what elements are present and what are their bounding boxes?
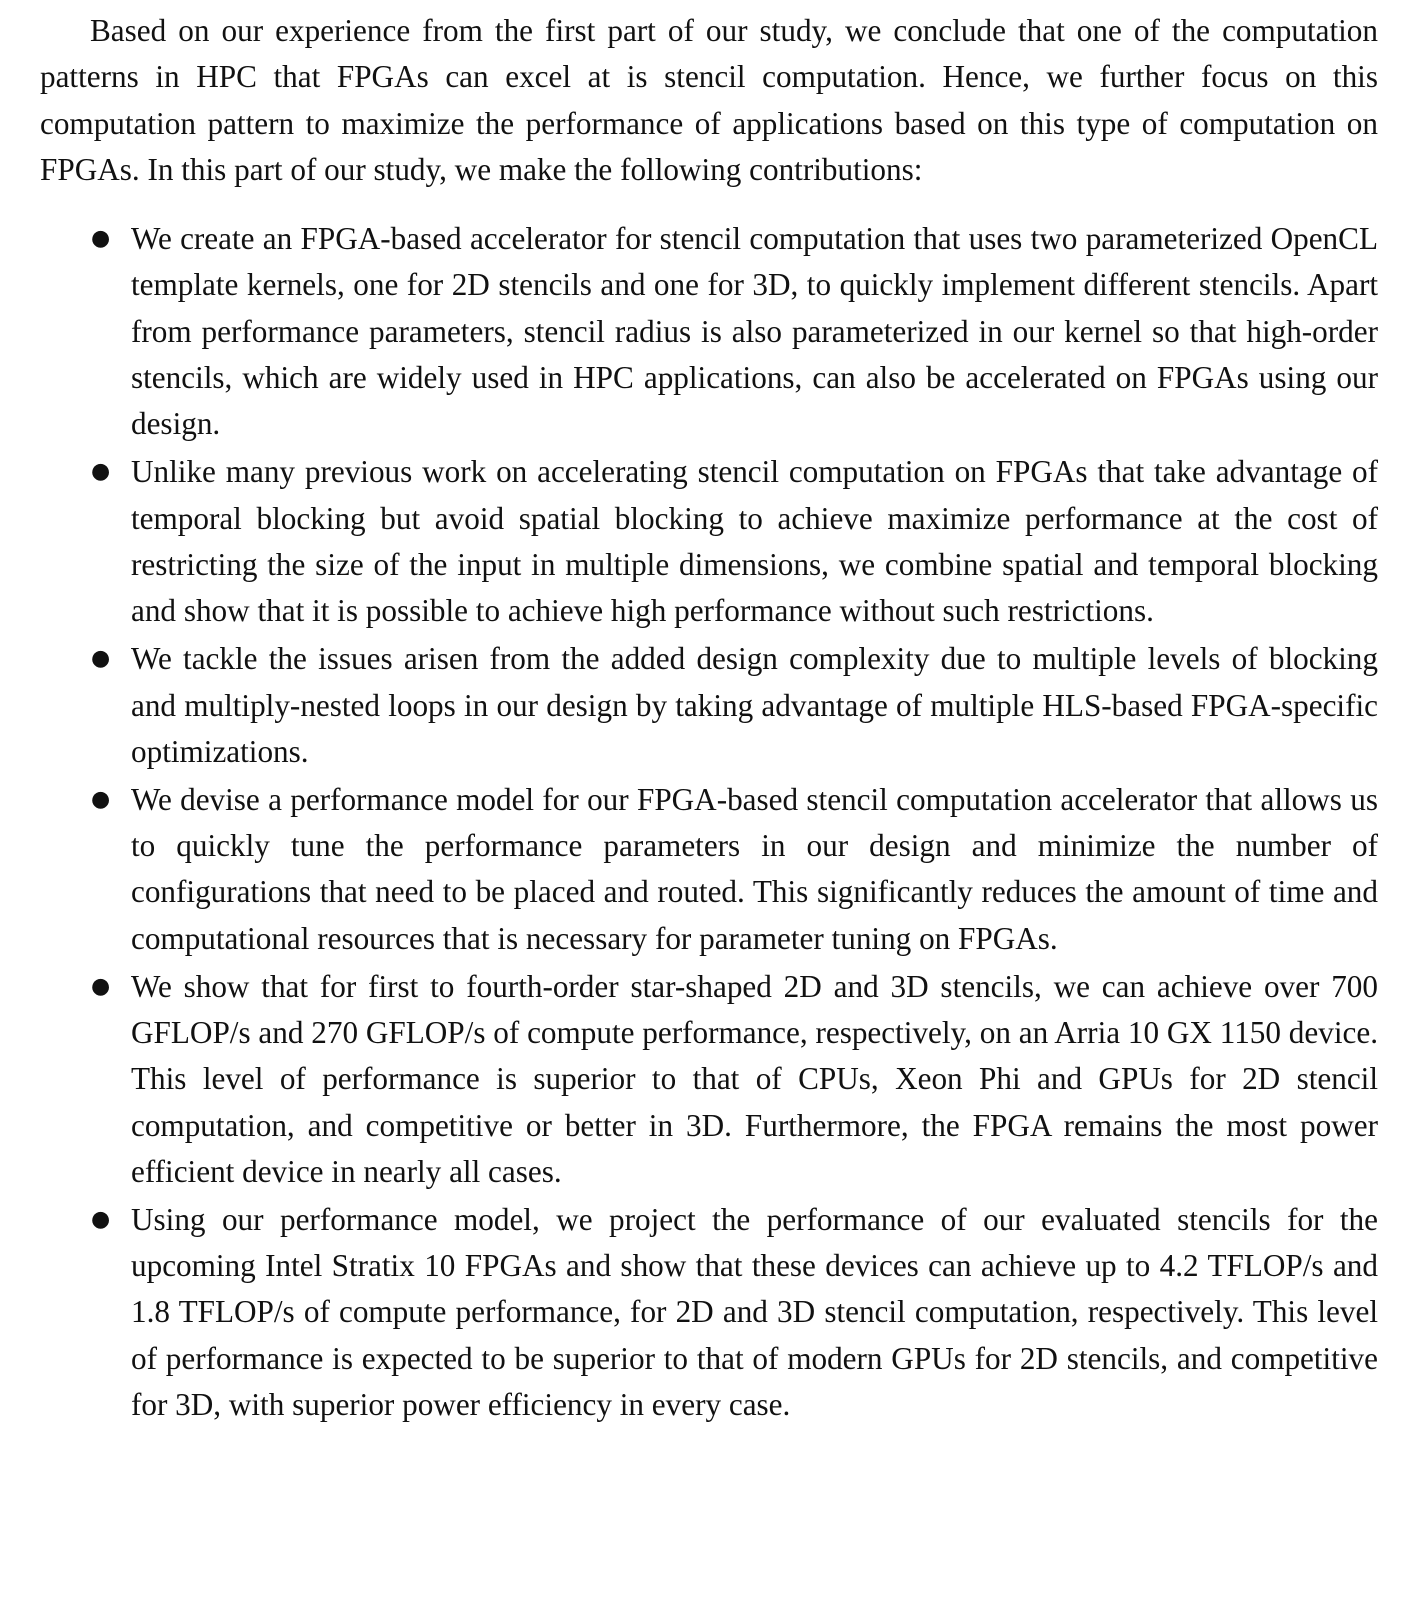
contribution-text-2: Unlike many previous work on accelerating stencil computation on FPGAs that take advantage of temporal blocking but avoid spatial blocking to achieve maximize performance at the cost of restricting the size of the input in multiple dimensions, we combine spatial and temporal blocking and show that it is possible to achieve high performance without such restrictions.: [131, 454, 1378, 629]
contribution-item-3: [40, 636, 1378, 775]
intro-paragraph: Based on our experience from the first part of our study, we conclude that one of the computation patterns in HPC that FPGAs can excel at is stencil computation. Hence, we further focus on this computation pattern to maximize the performance of applications based on this type of computation on FPGAs. In this part of our study, we make the following contributions:: [40, 13, 1378, 187]
contribution-text-4: We devise a performance model for our FPGA-based stencil computation accelerator that allows us to quickly tune the performance parameters in our design and minimize the number of configurations that need to be placed and routed. This significantly reduces the amount of time and computational resources that is necessary for parameter tuning on FPGAs.: [131, 781, 1378, 956]
bullet-icon: ●: [91, 786, 111, 812]
bullet-icon: ●: [91, 973, 111, 999]
contribution-text-5: We show that for first to fourth-order star-shaped 2D and 3D stencils, we can achieve over 700 GFLOP/s and 270 GFLOP/s of compute performance, respectively, on an Arria 10 GX 1150 device. This level of performance is superior to that of CPUs, Xeon Phi and GPUs for 2D stencil computation, and competitive or better in 3D. Furthermore, the FPGA remains the most power efficient device in nearly all cases.: [131, 968, 1378, 1189]
bullet-icon: ●: [91, 459, 111, 485]
bullet-icon: ●: [91, 646, 111, 672]
bullet-icon: ●: [91, 226, 111, 252]
contribution-item-4: [40, 777, 1378, 962]
bullet-icon: ●: [91, 1206, 111, 1232]
contributions-list: [40, 216, 1378, 1428]
contribution-item-5: [40, 964, 1378, 1195]
contribution-text-6: Using our performance model, we project the performance of our evaluated stencils for the upcoming Intel Stratix 10 FPGAs and show that these devices can achieve up to 4.2 TFLOP/s and 1.8 TFLOP/s of compute performance, for 2D and 3D stencil computation, respectively. This level of performance is expected to be superior to that of modern GPUs for 2D stencils, and competitive for 3D, with superior power efficiency in every case.: [131, 1201, 1378, 1423]
document-page: [40, 8, 1378, 1430]
contribution-item-1: [40, 216, 1378, 447]
contribution-item-6: [40, 1197, 1378, 1428]
contribution-text-3: We tackle the issues arisen from the added design complexity due to multiple levels of blocking and multiply-nested loops in our design by taking advantage of multiple HLS-based FPGA-specific optimizations.: [131, 641, 1378, 769]
contribution-item-2: [40, 449, 1378, 634]
contribution-text-1: We create an FPGA-based accelerator for stencil computation that uses two parameterized OpenCL template kernels, one for 2D stencils and one for 3D, to quickly implement different stencils. Apart from performance parameters, stencil radius is also parameterized in our kernel so that high-order stencils, which are widely used in HPC applications, can also be accelerated on FPGAs using our design.: [131, 221, 1378, 442]
